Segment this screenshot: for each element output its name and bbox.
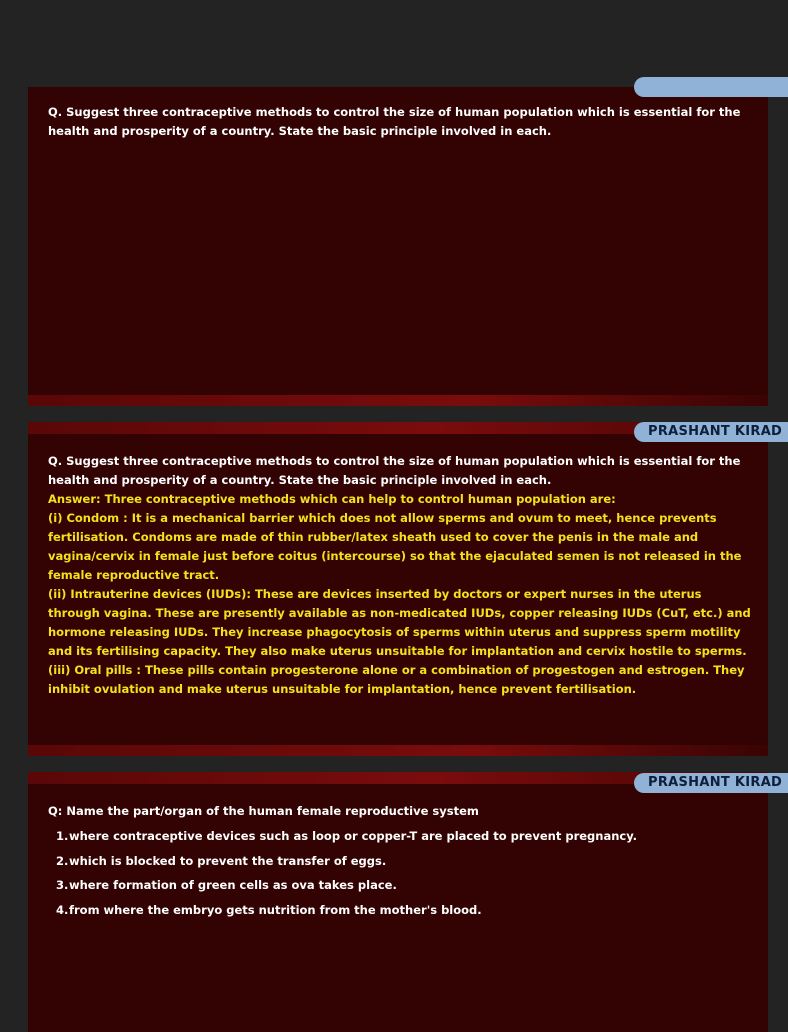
question-text: Q. Suggest three contraceptive methods to control the size of human population which is essential for the health and prosperity of a country. State the basic principle involved in each.: [48, 454, 741, 487]
question-text: Q: Name the part/organ of the human female reproductive system: [48, 804, 479, 818]
brand-tab-partial: [634, 77, 788, 97]
list-item: 1. where contraceptive devices such as loop or copper-T are placed to prevent pregnancy.: [56, 829, 638, 843]
slide-bottom-band: [28, 745, 768, 756]
list-item: 4. from where the embryo gets nutrition from the mother's blood.: [56, 902, 482, 917]
list-item: 2. which is blocked to prevent the transfer of eggs.: [56, 853, 387, 868]
list-item: 3. where formation of green cells as ova takes place.: [56, 878, 397, 892]
question-text: Q. Suggest three contraceptive methods to control the size of human population which is essential for the health and prosperity of a country. State the basic principle involved in each.: [48, 105, 741, 138]
answer-point-oral-pills: (iii) Oral pills : These pills contain progesterone alone or a combination of progestogen and estrogen. They inhibit ovulation and make uterus unsuitable for implantation, hence prevent fertilisation.: [48, 663, 745, 696]
slide-1: [28, 87, 768, 406]
slide-1-content: [48, 103, 754, 141]
question-items-list: [48, 824, 754, 922]
brand-tab: PRASHANT KIRAD: [634, 773, 788, 793]
brand-tab: PRASHANT KIRAD: [634, 422, 788, 442]
slide-2-content: [48, 452, 754, 699]
answer-intro: Answer: Three contraceptive methods which can help to control human population are:: [48, 492, 616, 506]
answer-point-condom: (i) Condom : It is a mechanical barrier which does not allow sperms and ovum to meet, hence prevents fertilisation. Condoms are made of thin rubber/latex sheath used to cover the penis in the male and vagina/cervix in female just before coitus (intercourse) so that the ejaculated semen is not released in the female reproductive tract.: [48, 511, 742, 582]
slide-3: [28, 772, 783, 1032]
slide-3-content: [48, 802, 754, 922]
slide-bottom-band: [28, 395, 768, 406]
slide-2: [28, 422, 783, 756]
answer-point-iud: (ii) Intrauterine devices (IUDs): These are devices inserted by doctors or expert nurses in the uterus through vagina. These are presently available as non-medicated IUDs, copper releasing IUDs (CuT, etc.) and hormone releasing IUDs. They increase phagocytosis of sperms within uterus and suppress sperm motility and its fertilising capacity. They also make uterus unsuitable for implantation and cervix hostile to sperms.: [48, 587, 751, 658]
